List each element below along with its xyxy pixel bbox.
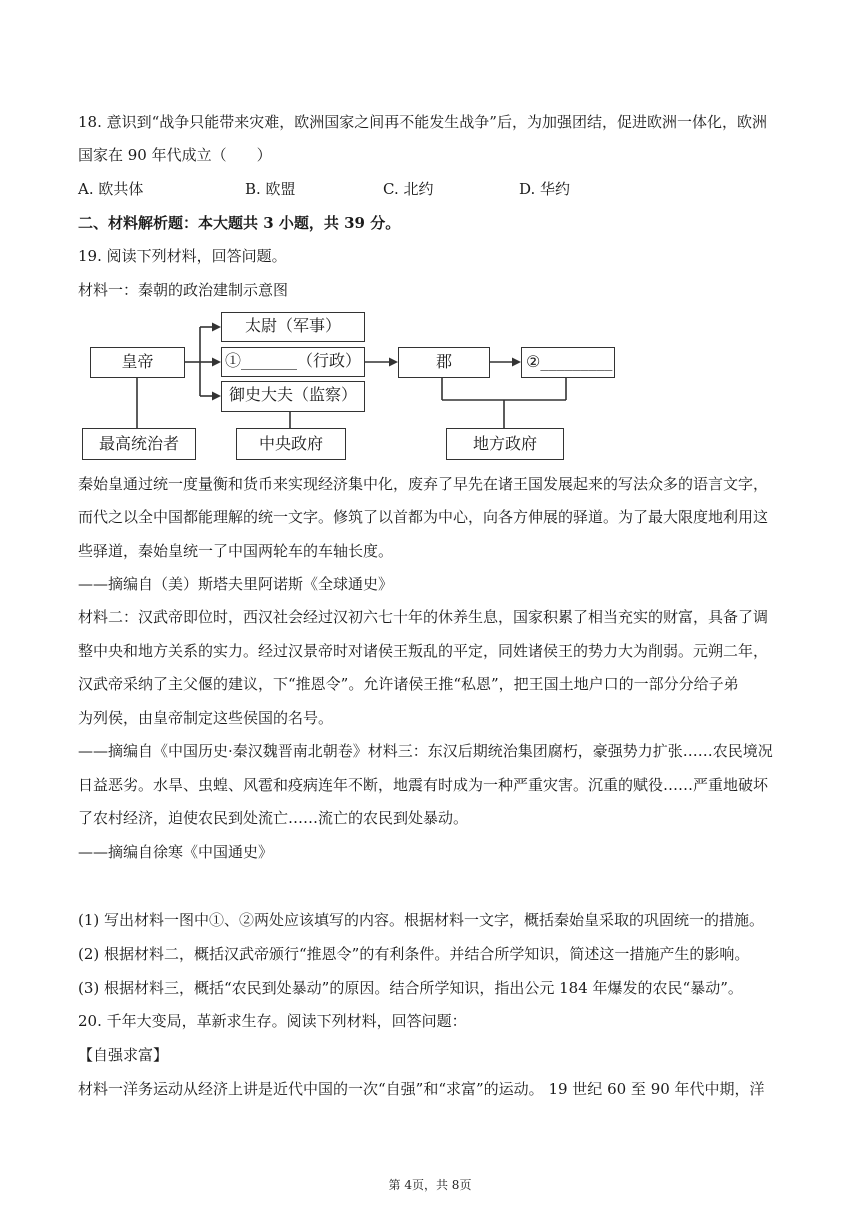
q19-subquestion-3: (3) 根据材料三，概括“农民到处暴动”的原因。结合所学知识，指出公元 184 年爆发的农民“暴动”。 <box>78 979 743 997</box>
material2-text-line4: 为列侯，由皇帝制定这些侯国的名号。 <box>78 709 334 727</box>
q18-stem-line2: 国家在 90 年代成立（ ） <box>78 146 272 164</box>
section2-title: 二、材料解析题：本大题共 3 小题，共 39 分。 <box>78 214 401 232</box>
q20-material1-line: 材料一洋务运动从经济上讲是近代中国的一次“自强”和“求富”的运动。 19 世纪 60 至 90 年代中期，洋 <box>78 1080 765 1098</box>
q18-option-a: A. 欧共体 <box>78 180 144 198</box>
q19-subquestion-1: (1) 写出材料一图中①、②两处应该填写的内容。根据材料一文字，概括秦始皇采取的巩固统一的措施。 <box>78 911 765 929</box>
page-footer: 第 4页，共 8页 <box>388 1178 472 1192</box>
material2-text-line1: 材料二：汉武帝即位时，西汉社会经过汉初六七十年的休养生息，国家积累了相当充实的财富，具备了调 <box>78 608 769 626</box>
q18-option-c: C. 北约 <box>383 180 434 198</box>
q19-material1-title: 材料一：秦朝的政治建制示意图 <box>78 281 289 299</box>
q18-option-b: B. 欧盟 <box>245 180 296 198</box>
emperor-box: 皇帝 <box>90 347 185 378</box>
q18-option-d: D. 华约 <box>519 180 571 198</box>
q19-stem: 19. 阅读下列材料，回答问题。 <box>78 247 287 265</box>
jun-box: 郡 <box>398 347 490 378</box>
taiwei-box: 太尉（军事） <box>221 312 365 342</box>
material3-text-line1: ——摘编自《中国历史·秦汉魏晋南北朝卷》材料三：东汉后期统治集团腐朽，豪强势力扩张……农民境况 <box>78 742 773 760</box>
material1-text-line2: 而代之以全中国都能理解的统一文字。修筑了以首都为中心，向各方伸展的驿道。为了最大限度地利用这 <box>78 508 769 526</box>
q19-subquestion-2: (2) 根据材料二，概括汉武帝颁行“推恩令”的有利条件。并结合所学知识，简述这一措施产生的影响。 <box>78 945 750 963</box>
blank2-box: ②_________ <box>521 347 615 378</box>
supreme-ruler-box: 最高统治者 <box>82 428 196 460</box>
material1-text-line1: 秦始皇通过统一度量衡和货币来实现经济集中化，废弃了早先在诸王国发展起来的写法众多的语言文字， <box>78 475 769 493</box>
q20-heading: 【自强求富】 <box>78 1046 169 1064</box>
local-government-box: 地方政府 <box>446 428 564 460</box>
material2-text-line3: 汉武帝采纳了主父偃的建议，下“推恩令”。允许诸侯王推“私恩”，把王国土地户口的一部分分给子弟 <box>78 675 739 693</box>
yushi-box: 御史大夫（监察） <box>221 381 365 412</box>
blank1-box: ①_______（行政） <box>221 347 365 377</box>
material2-text-line2: 整中央和地方关系的实力。经过汉景帝时对诸侯王叛乱的平定，同姓诸侯王的势力大为削弱。元朔二年， <box>78 642 769 660</box>
material3-text-line3: 了农村经济，迫使农民到处流亡……流亡的农民到处暴动。 <box>78 809 469 827</box>
q20-stem: 20. 千年大变局，革新求生存。阅读下列材料，回答问题： <box>78 1012 467 1030</box>
material3-source: ——摘编自徐寒《中国通史》 <box>78 843 274 861</box>
diagram-connectors <box>0 0 860 470</box>
material3-text-line2: 日益恶劣。水旱、虫蝗、风雹和疫病连年不断，地震有时成为一种严重灾害。沉重的赋役……严重地破坏 <box>78 776 769 794</box>
material1-text-line3: 些驿道，秦始皇统一了中国两轮车的车轴长度。 <box>78 542 394 560</box>
material1-source: ——摘编自（美）斯塔夫里阿诺斯《全球通史》 <box>78 575 394 593</box>
central-government-box: 中央政府 <box>236 428 346 460</box>
q18-stem-line1: 18. 意识到“战争只能带来灾难，欧洲国家之间再不能发生战争”后，为加强团结，促进欧洲一体化，欧洲 <box>78 113 767 131</box>
